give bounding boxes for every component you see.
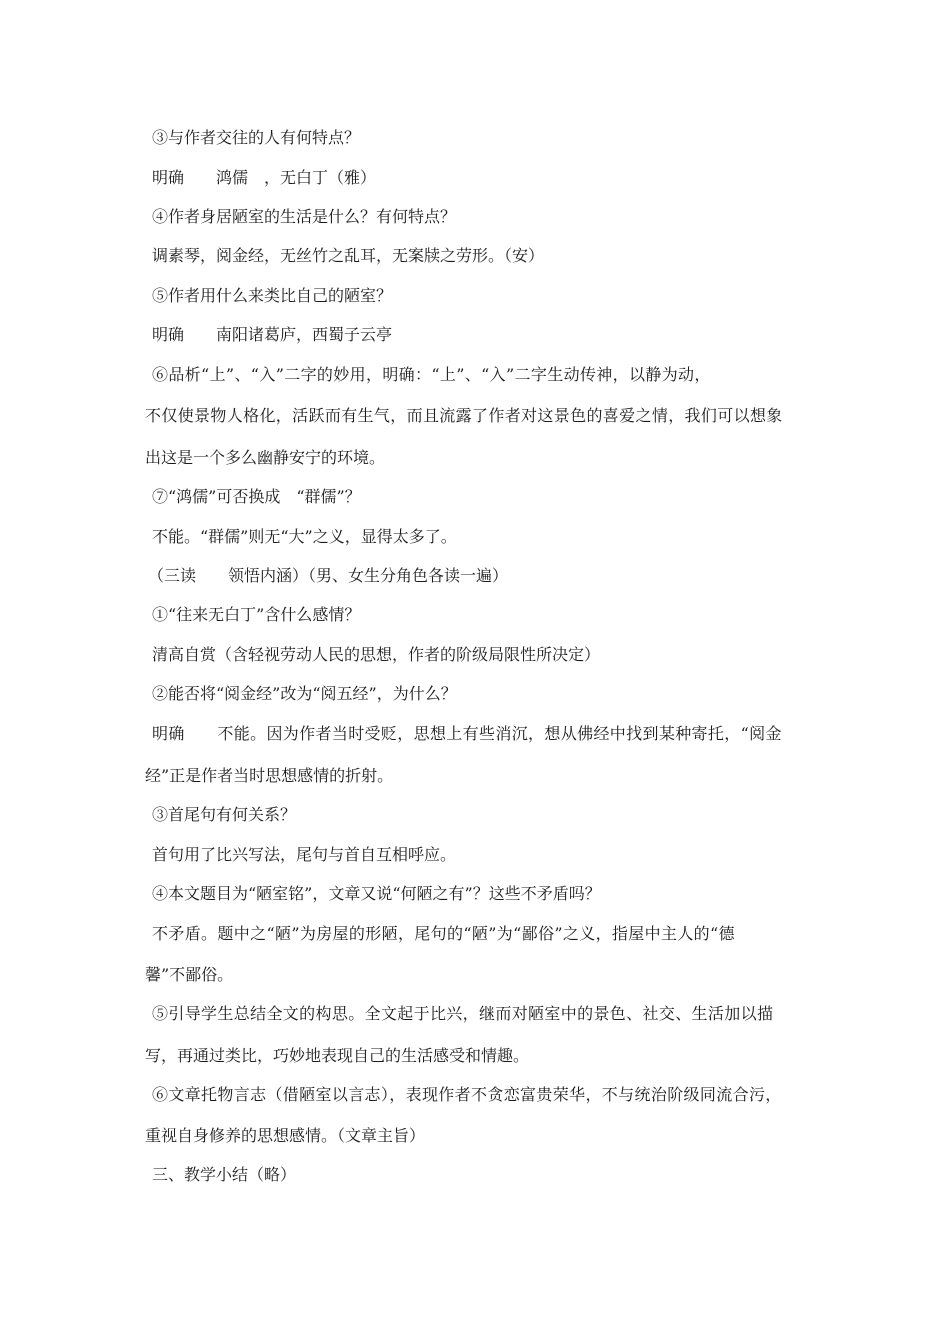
answer-contradiction: 不矛盾。题中之“陋”为房屋的形陋，尾句的“陋”为“鄙俗”之义，指屋中主人的“德	[152, 924, 735, 943]
question-7-replace: ⑦“鸿儒”可否换成 “群儒”？	[152, 487, 361, 506]
question-4-contradiction: ④本文题目为“陋室铭”，文章又说“何陋之有”？这些不矛盾吗？	[152, 884, 601, 903]
answer-replace: 不能。“群儒”则无“大”之义，显得太多了。	[152, 527, 457, 546]
point-5-structure: ⑤引导学生总结全文的构思。全文起于比兴，继而对陋室中的景色、社交、生活加以描	[152, 1004, 774, 1023]
question-6-analysis: ⑥品析“上”、“入”二字的妙用，明确：“上”、“入”二字生动传神，以静为动，	[152, 365, 711, 384]
answer-companions: 明确 鸿儒 ，无白丁（雅）	[152, 168, 377, 187]
paragraph-line: 出这是一个多么幽静安宁的环境。	[145, 448, 386, 467]
section-third-reading: （三读 领悟内涵）（男、女生分角色各读一遍）	[148, 566, 509, 585]
question-2-sutra: ②能否将“阅金经”改为“阅五经”，为什么？	[152, 684, 457, 703]
question-3-relation: ③首尾句有何关系？	[152, 805, 297, 824]
paragraph-line: 写，再通过类比，巧妙地表现自己的生活感受和情趣。	[145, 1046, 530, 1065]
point-6-theme: ⑥文章托物言志（借陋室以言志），表现作者不贪恋富贵荣华，不与统治阶级同流合污，	[152, 1085, 782, 1104]
answer-analogy: 明确 南阳诸葛庐，西蜀子云亭	[152, 325, 393, 344]
question-4-life: ④作者身居陋室的生活是什么？有何特点？	[152, 207, 457, 226]
answer-life: 调素琴，阅金经，无丝竹之乱耳，无案牍之劳形。（安）	[152, 246, 545, 265]
answer-emotion: 清高自赏（含轻视劳动人民的思想，作者的阶级局限性所决定）	[152, 645, 601, 664]
paragraph-line: 经”正是作者当时思想感情的折射。	[145, 766, 394, 785]
paragraph-line: 馨”不鄙俗。	[145, 965, 234, 984]
question-3-companions: ③与作者交往的人有何特点？	[152, 128, 361, 147]
question-5-analogy: ⑤作者用什么来类比自己的陋室？	[152, 286, 393, 305]
answer-sutra: 明确 不能。因为作者当时受贬，思想上有些消沉，想从佛经中找到某种寄托，“阅金	[152, 724, 782, 743]
answer-relation: 首句用了比兴写法，尾句与首自互相呼应。	[152, 845, 457, 864]
section-teaching-summary: 三、教学小结（略）	[152, 1165, 297, 1184]
question-1-emotion: ①“往来无白丁”含什么感情？	[152, 605, 361, 624]
paragraph-line: 不仅使景物人格化，活跃而有生气，而且流露了作者对这景色的喜爱之情，我们可以想象	[145, 406, 783, 425]
paragraph-line: 重视自身修养的思想感情。（文章主旨）	[145, 1126, 426, 1145]
